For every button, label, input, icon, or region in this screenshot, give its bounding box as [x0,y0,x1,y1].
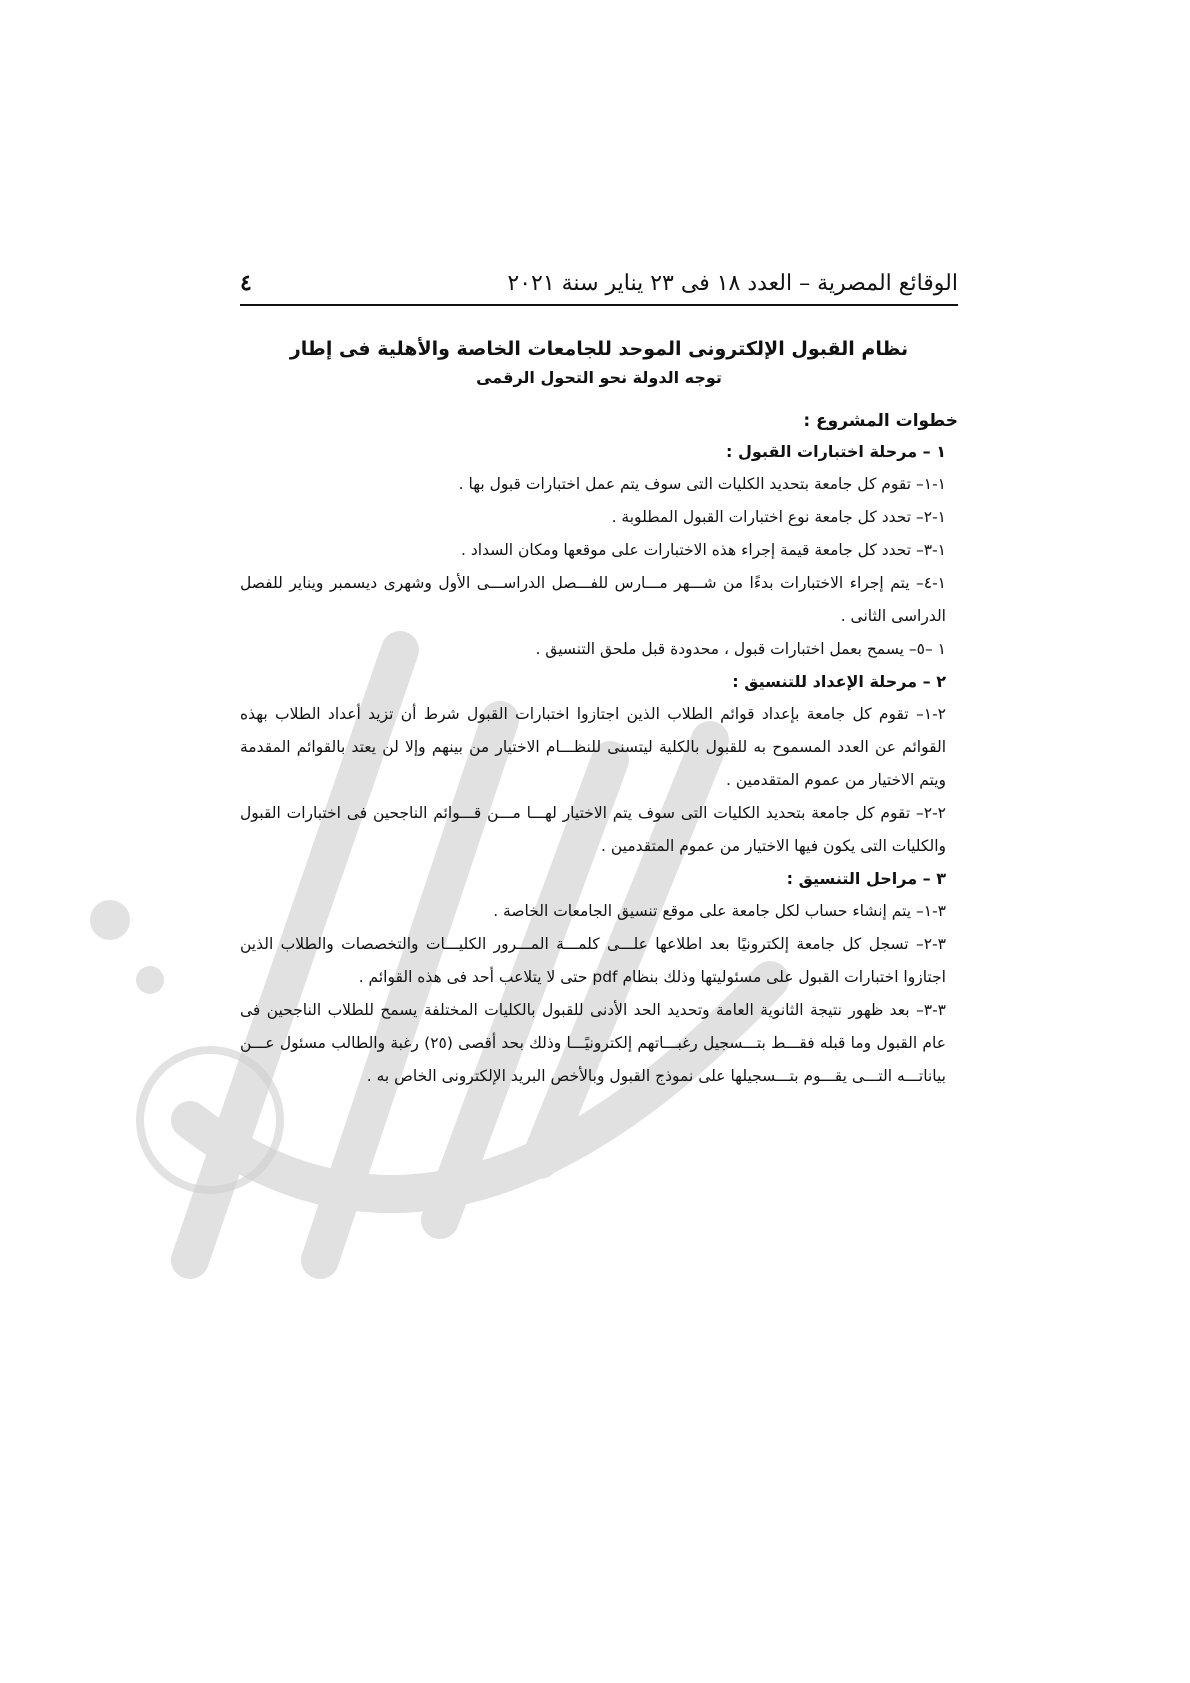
list-item: ١-٤– يتم إجراء الاختبارات بدءًا من شـــهر مـــارس للفـــصل الدراســـى الأول وشهرى ديسمبر ويناير للفصل الدراسى الثانى . [240,574,946,625]
list-item: ٢-١– تقوم كل جامعة بإعداد قوائم الطلاب الذين اجتازوا اختبارات القبول شرط أن تزيد أعداد الطلاب بهذه القوائم عن العدد المسموح به للقبول بالكلية ليتسنى للنظـــام الاختيار من بينهم وإلا لن يعتد بالقوائم المقدمة ويتم الاختيار من عموم المتقدمين . [240,705,946,789]
section-heading: ١ – مرحلة اختبارات القبول : [726,442,946,461]
page-number: ٤ [240,270,252,296]
section-heading: ٢ – مرحلة الإعداد للتنسيق : [732,672,946,691]
list-item: ١-٢– تحدد كل جامعة نوع اختبارات القبول المطلوبة . [611,508,946,526]
list-item: ١ –٥– يسمح بعمل اختبارات قبول ، محدودة قبل ملحق التنسيق . [535,640,946,658]
publication-title: الوقائع المصرية – العدد ١٨ فى ٢٣ يناير سنة ٢٠٢١ [507,271,958,296]
document-title: نظام القبول الإلكترونى الموحد للجامعات الخاصة والأهلية فى إطار [289,338,909,360]
gazette-page [240,270,958,1093]
list-item: ٣-٢– تسجل كل جامعة إلكترونيًا بعد اطلاعها علـــى كلمـــة المـــرور الكليـــات والتخصصات والطلاب الذين اجتازوا اختبارات القبول على مسئوليتها وذلك بنظام pdf حتى لا يتلاعب أحد فى هذه القوائم . [240,935,946,986]
page-header [240,270,958,306]
list-item: ٣-١– يتم إنشاء حساب لكل جامعة على موقع تنسيق الجامعات الخاصة . [493,902,946,920]
project-steps-heading: خطوات المشروع : [803,411,958,431]
list-item: ٣-٣– بعد ظهور نتيجة الثانوية العامة وتحديد الحد الأدنى للقبول بالكليات المختلفة يسمح للطلاب الناجحين فى عام القبول وما قبله فقـــط بتـــسجيل رغبـــاتهم إلكترونيًـــا وذلك بحد أقصى (٢٥) رغبة والطالب مسئول عـــن بياناتـــه التـــى يقـــوم بتـــسجيلها على نموذج القبول وبالأخص البريد الإلكترونى الخاص به . [240,1001,946,1085]
list-item: ١-٣– تحدد كل جامعة قيمة إجراء هذه الاختبارات على موقعها ومكان السداد . [461,541,946,559]
section-heading: ٣ – مراحل التنسيق : [786,869,946,888]
list-item: ١-١– تقوم كل جامعة بتحديد الكليات التى سوف يتم عمل اختبارات قبول بها . [458,475,946,493]
document-subtitle: توجه الدولة نحو التحول الرقمى [476,368,722,387]
list-item: ٢-٢– تقوم كل جامعة بتحديد الكليات التى سوف يتم الاختيار لهـــا مـــن قـــوائم الناجحين فى اختبارات القبول والكليات التى يكون فيها الاختيار من عموم المتقدمين . [240,804,946,855]
